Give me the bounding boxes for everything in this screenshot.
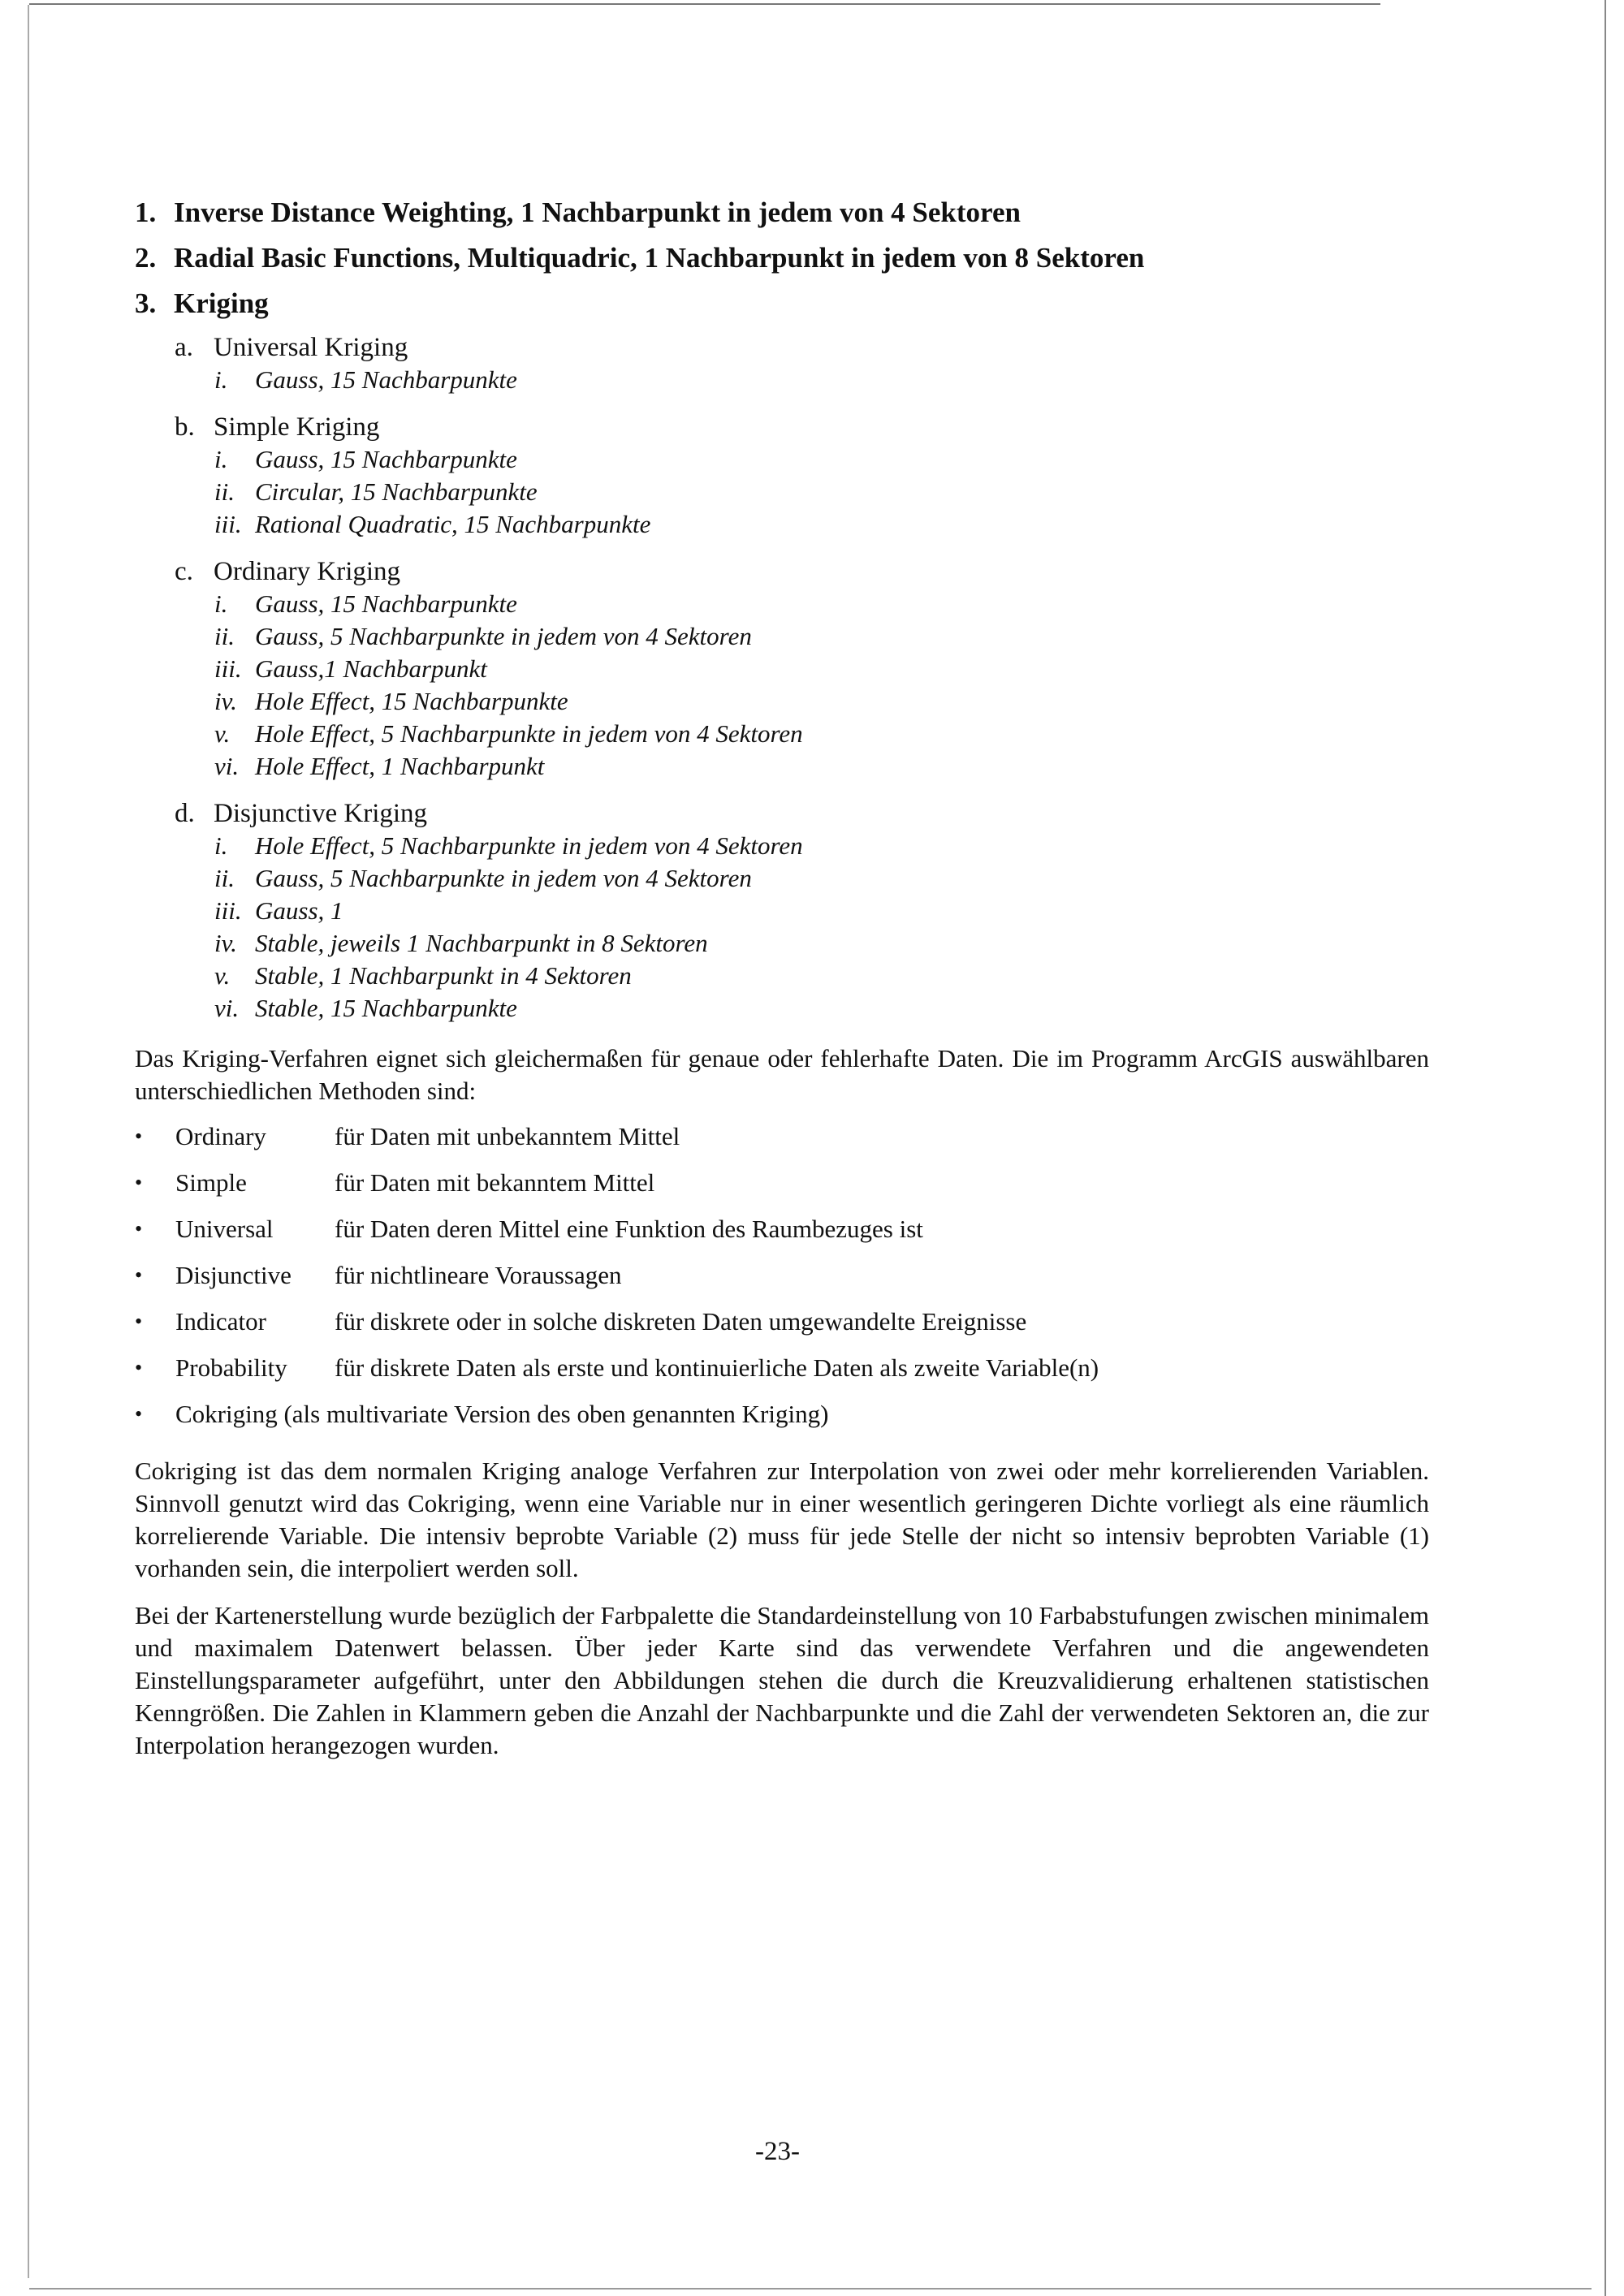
kriging-variant: iii. Gauss, 1 [214,896,343,925]
bullet-item: • Indicator für diskrete oder in solche diskreten Daten umgewandelte Ereignisse [135,1306,1515,1352]
scan-border-right [1605,0,1606,2296]
kriging-variant: vi. Hole Effect, 1 Nachbarpunkt [214,752,545,780]
kriging-variant: ii. Gauss, 5 Nachbarpunkte in jedem von 4 Sektoren [214,622,752,650]
bullet-icon: • [135,1124,143,1148]
bullet-icon: • [135,1171,143,1194]
page-number: -23- [755,2137,800,2166]
bullet-icon: • [135,1310,143,1333]
kriging-variant: ii. Gauss, 5 Nachbarpunkte in jedem von 4 Sektoren [214,864,752,892]
bullet-item: • Simple für Daten mit bekanntem Mittel [135,1167,1515,1213]
kriging-variant: i. Gauss, 15 Nachbarpunkte [214,445,517,473]
kriging-variant: iii. Gauss,1 Nachbarpunkt [214,654,487,683]
cokriging-paragraph: Cokriging ist das dem normalen Kriging analoge Verfahren zur Interpolation von zwei oder mehr korrelierenden Variablen. Sinnvoll genutzt wird das Cokriging, wenn eine Variable nur in einer wesentlich geringeren Dichte vorliegt als eine räumlich korrelierende Variable. Die intensiv beprobte Variable (2) muss für jede Stelle der nicht so intensiv beprobten Variable (1) vorhanden sein, die interpoliert werden soll. [135,1457,1429,1582]
kriging-type-universal: a. Universal Kriging [175,333,408,362]
kriging-variant: v. Hole Effect, 5 Nachbarpunkte in jedem von 4 Sektoren [214,719,803,748]
kriging-type-simple: b. Simple Kriging [175,412,380,442]
bullet-icon: • [135,1356,143,1379]
kriging-variant: i. Gauss, 15 Nachbarpunkte [214,365,517,394]
bullet-icon: • [135,1263,143,1287]
bullet-item: • Disjunctive für nichtlineare Voraussagen [135,1259,1515,1306]
kriging-variant: iii. Rational Quadratic, 15 Nachbarpunkte [214,510,651,538]
scan-border-top [29,3,1380,5]
interpolation-methods-list [135,195,1515,1025]
method-heading-3: 3. Kriging [135,287,269,319]
intro-paragraph: Das Kriging-Verfahren eignet sich gleichermaßen für genaue oder fehlerhafte Daten. Die im Programm ArcGIS auswählbaren unterschiedlichen Methoden sind: [135,1044,1429,1105]
bullet-item: • Cokriging (als multivariate Version des oben genannten Kriging) [135,1398,1515,1444]
kriging-methods-bullet-list [135,1120,1515,1444]
map-description-paragraph: Bei der Kartenerstellung wurde bezüglich der Farbpalette die Standardeinstellung von 10 Farbabstufungen zwischen minimalem und maximalem Datenwert belassen. Über jeder Karte sind das verwendete Verfahren und die angewendeten Einstellungsparameter aufgeführt, unter den Abbildungen stehen die durch die Kreuzvalidierung erhaltenen statistischen Kenngrößen. Die Zahlen in Klammern geben die Anzahl der Nachbarpunkte und die Zahl der verwendeten Sektoren an, die zur Interpolation herangezogen wurden. [135,1601,1429,1759]
method-heading-1: 1. Inverse Distance Weighting, 1 Nachbarpunkt in jedem von 4 Sektoren [135,196,1021,228]
scan-border-left [28,5,29,2278]
bullet-item: • Probability für diskrete Daten als erste und kontinuierliche Daten als zweite Variable(n) [135,1352,1515,1398]
bullet-icon: • [135,1217,143,1241]
kriging-variant: i. Hole Effect, 5 Nachbarpunkte in jedem von 4 Sektoren [214,831,803,860]
kriging-variant: iv. Stable, jeweils 1 Nachbarpunkt in 8 Sektoren [214,929,708,957]
kriging-variant: i. Gauss, 15 Nachbarpunkte [214,589,517,618]
scan-border-bottom [29,2288,1592,2290]
kriging-variant: v. Stable, 1 Nachbarpunkt in 4 Sektoren [214,961,632,990]
bullet-item: • Ordinary für Daten mit unbekanntem Mittel [135,1120,1515,1167]
kriging-variant: iv. Hole Effect, 15 Nachbarpunkte [214,687,568,715]
kriging-variant: vi. Stable, 15 Nachbarpunkte [214,994,517,1022]
bullet-icon: • [135,1402,143,1426]
kriging-type-disjunctive: d. Disjunctive Kriging [175,799,428,828]
bullet-item: • Universal für Daten deren Mittel eine Funktion des Raumbezuges ist [135,1213,1515,1259]
method-heading-2: 2. Radial Basic Functions, Multiquadric, 1 Nachbarpunkt in jedem von 8 Sektoren [135,242,1145,274]
kriging-variant: ii. Circular, 15 Nachbarpunkte [214,477,538,506]
kriging-type-ordinary: c. Ordinary Kriging [175,557,401,586]
